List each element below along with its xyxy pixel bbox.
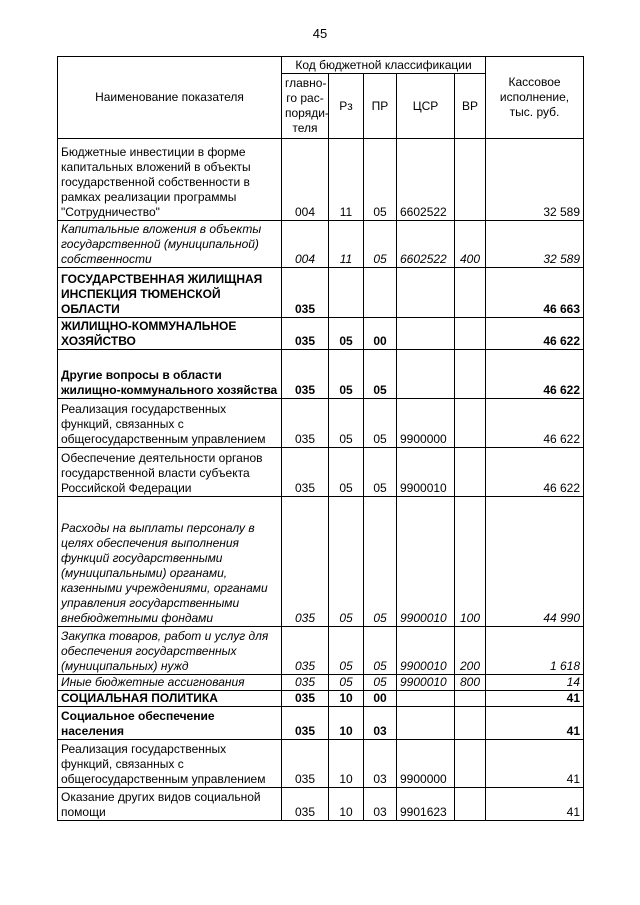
row-amount: 46 622 [486, 399, 584, 448]
row-vr: 100 [455, 497, 486, 627]
row-vr: 400 [455, 221, 486, 268]
row-admin-code: 004 [282, 221, 329, 268]
row-pr: 03 [364, 740, 397, 788]
row-admin-code: 035 [282, 497, 329, 627]
row-name: Оказание других видов социальной помощи [58, 788, 282, 821]
table-row [58, 318, 584, 350]
row-admin-code: 035 [282, 350, 329, 399]
row-csr: 9901623 [397, 788, 455, 821]
row-vr [455, 350, 486, 399]
header-name: Наименование показателя [58, 57, 282, 139]
row-amount: 32 589 [486, 221, 584, 268]
row-rz: 05 [329, 399, 364, 448]
row-rz: 05 [329, 350, 364, 399]
row-pr: 00 [364, 691, 397, 707]
table-row [58, 788, 584, 821]
row-pr [364, 268, 397, 318]
row-rz: 10 [329, 707, 364, 740]
row-rz: 05 [329, 675, 364, 691]
table-row [58, 399, 584, 448]
table-body [58, 139, 584, 821]
table-header [58, 57, 584, 139]
row-name: Другие вопросы в области жилищно-коммунального хозяйства [58, 350, 282, 399]
header-rz: Рз [329, 74, 364, 139]
row-vr [455, 399, 486, 448]
row-admin-code: 035 [282, 399, 329, 448]
row-amount: 41 [486, 707, 584, 740]
row-admin-code: 035 [282, 448, 329, 497]
row-vr: 200 [455, 627, 486, 675]
row-rz: 11 [329, 221, 364, 268]
row-csr [397, 350, 455, 399]
row-name: Бюджетные инвестиции в форме капитальных вложений в объекты государственной собственности в рамках реализации программы "Сотрудничество" [58, 139, 282, 221]
row-pr: 00 [364, 318, 397, 350]
row-csr: 9900010 [397, 497, 455, 627]
row-csr [397, 268, 455, 318]
row-amount: 46 663 [486, 268, 584, 318]
row-vr [455, 318, 486, 350]
row-pr: 03 [364, 788, 397, 821]
header-csr: ЦСР [397, 74, 455, 139]
row-pr: 05 [364, 139, 397, 221]
row-rz [329, 268, 364, 318]
row-name: Обеспечение деятельности органов государственной власти субъекта Российской Федерации [58, 448, 282, 497]
row-pr: 05 [364, 350, 397, 399]
page-number: 45 [312, 26, 328, 41]
header-admin: главно-го рас-поряди-теля [282, 74, 329, 139]
header-pr: ПР [364, 74, 397, 139]
row-csr: 6602522 [397, 139, 455, 221]
row-vr [455, 139, 486, 221]
row-admin-code: 035 [282, 318, 329, 350]
row-vr [455, 448, 486, 497]
row-pr: 05 [364, 627, 397, 675]
row-rz: 05 [329, 448, 364, 497]
row-csr: 9900010 [397, 675, 455, 691]
row-csr: 9900000 [397, 399, 455, 448]
row-csr [397, 691, 455, 707]
row-rz: 05 [329, 318, 364, 350]
table-row [58, 448, 584, 497]
row-name: Капитальные вложения в объекты государственной (муниципальной) собственности [58, 221, 282, 268]
row-name: Закупка товаров, работ и услуг для обеспечения государственных (муниципальных) нужд [58, 627, 282, 675]
row-csr: 9900000 [397, 740, 455, 788]
row-name: Расходы на выплаты персоналу в целях обеспечения выполнения функций государственными (муниципальными) органами, казенными учреждениями, органами управления государственными внебюджетными фондами [58, 497, 282, 627]
row-pr: 05 [364, 675, 397, 691]
row-name: ЖИЛИЩНО-КОММУНАЛЬНОЕ ХОЗЯЙСТВО [58, 318, 282, 350]
row-admin-code: 035 [282, 788, 329, 821]
row-name: СОЦИАЛЬНАЯ ПОЛИТИКА [58, 691, 282, 707]
row-name: Реализация государственных функций, связанных с общегосударственным управлением [58, 399, 282, 448]
row-vr [455, 707, 486, 740]
row-amount: 41 [486, 740, 584, 788]
row-admin-code: 035 [282, 627, 329, 675]
row-amount: 1 618 [486, 627, 584, 675]
row-amount: 46 622 [486, 350, 584, 399]
header-amount: Кассовое исполнение, тыс. руб. [486, 57, 584, 139]
row-admin-code: 004 [282, 139, 329, 221]
row-pr: 05 [364, 497, 397, 627]
row-admin-code: 035 [282, 268, 329, 318]
row-amount: 44 990 [486, 497, 584, 627]
table-row [58, 707, 584, 740]
row-rz: 10 [329, 740, 364, 788]
row-csr: 9900010 [397, 448, 455, 497]
table-row [58, 139, 584, 221]
row-vr [455, 788, 486, 821]
header-code-group: Код бюджетной классификации [282, 57, 486, 74]
row-admin-code: 035 [282, 707, 329, 740]
row-name: Социальное обеспечение населения [58, 707, 282, 740]
row-rz: 10 [329, 691, 364, 707]
table-row [58, 691, 584, 707]
row-admin-code: 035 [282, 675, 329, 691]
row-pr: 05 [364, 221, 397, 268]
row-pr: 05 [364, 399, 397, 448]
header-vr: ВР [455, 74, 486, 139]
row-name: Реализация государственных функций, связанных с общегосударственным управлением [58, 740, 282, 788]
row-admin-code: 035 [282, 691, 329, 707]
row-vr [455, 268, 486, 318]
row-vr [455, 691, 486, 707]
row-rz: 10 [329, 788, 364, 821]
row-pr: 05 [364, 448, 397, 497]
table-row [58, 350, 584, 399]
table-row [58, 221, 584, 268]
row-pr: 03 [364, 707, 397, 740]
table-row [58, 627, 584, 675]
table-row [58, 675, 584, 691]
row-admin-code: 035 [282, 740, 329, 788]
row-amount: 46 622 [486, 318, 584, 350]
row-csr [397, 707, 455, 740]
row-name: Иные бюджетные ассигнования [58, 675, 282, 691]
row-amount: 14 [486, 675, 584, 691]
row-amount: 41 [486, 691, 584, 707]
table-row [58, 497, 584, 627]
row-vr [455, 740, 486, 788]
budget-table [57, 56, 584, 821]
row-rz: 11 [329, 139, 364, 221]
row-name: ГОСУДАРСТВЕННАЯ ЖИЛИЩНАЯ ИНСПЕКЦИЯ ТЮМЕНСКОЙ ОБЛАСТИ [58, 268, 282, 318]
row-csr [397, 318, 455, 350]
row-rz: 05 [329, 627, 364, 675]
row-vr: 800 [455, 675, 486, 691]
table-row [58, 740, 584, 788]
table-row [58, 268, 584, 318]
row-csr: 9900010 [397, 627, 455, 675]
row-rz: 05 [329, 497, 364, 627]
row-csr: 6602522 [397, 221, 455, 268]
row-amount: 41 [486, 788, 584, 821]
row-amount: 32 589 [486, 139, 584, 221]
row-amount: 46 622 [486, 448, 584, 497]
